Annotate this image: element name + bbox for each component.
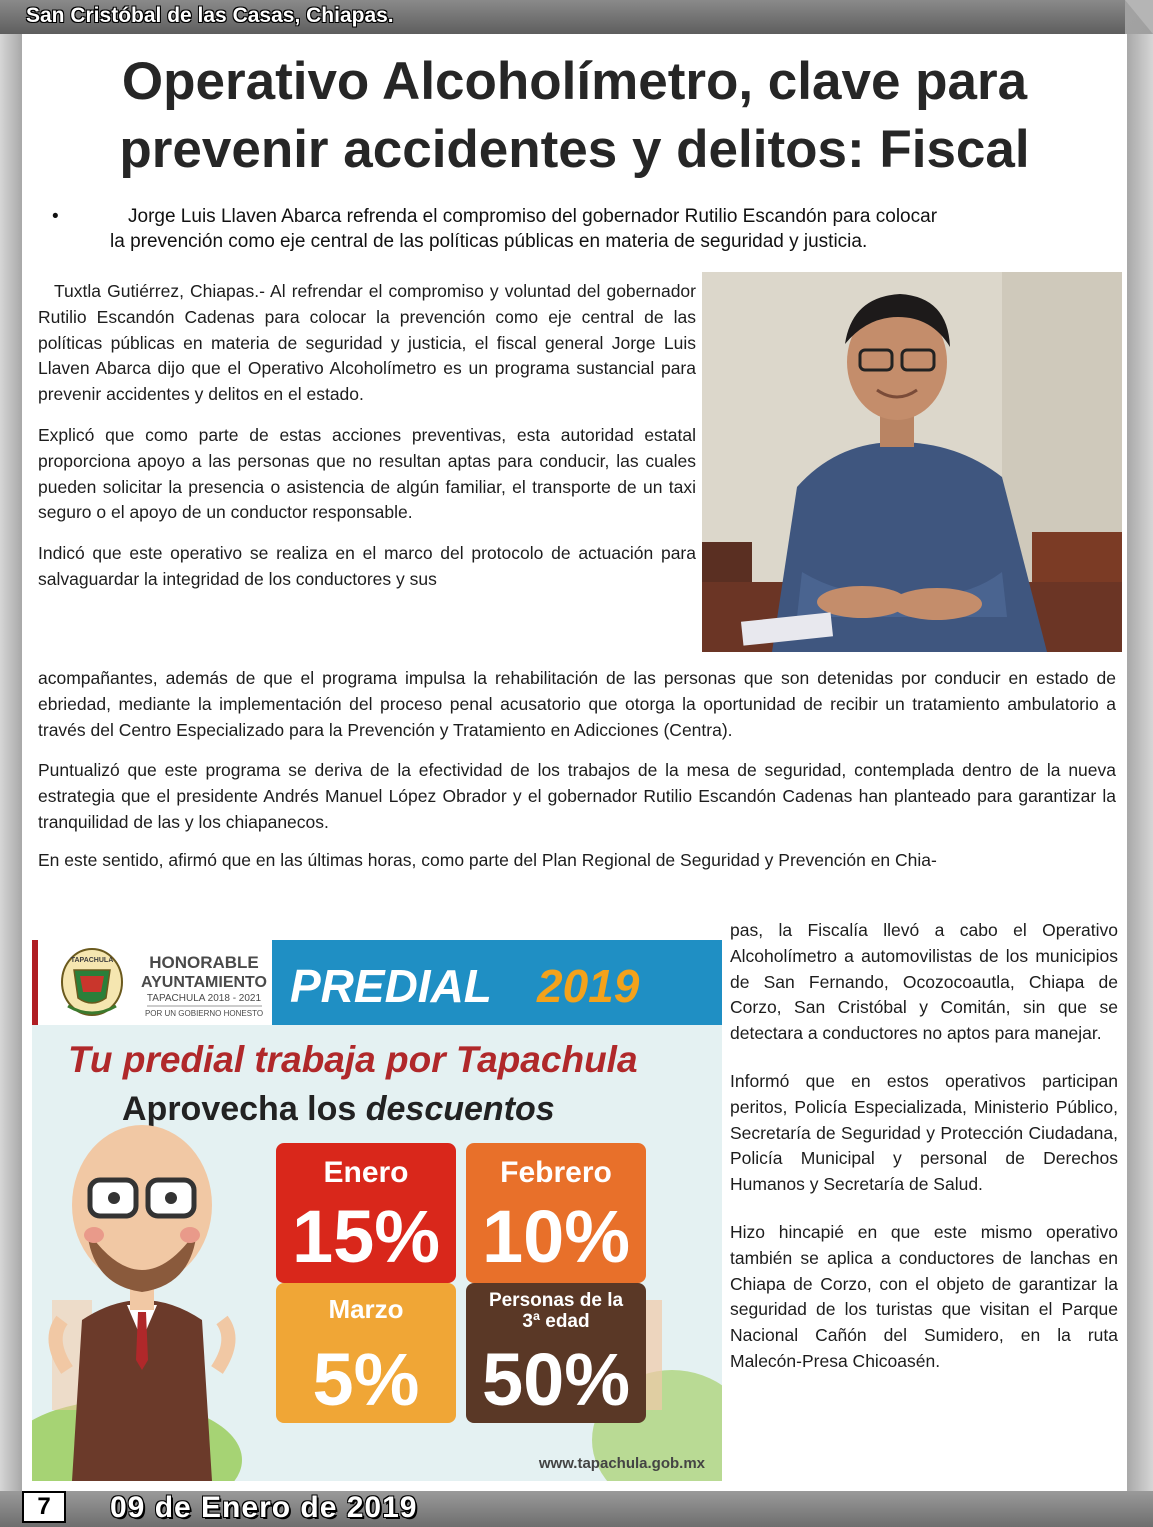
bullet-line-2: la prevención como eje central de las políticas públicas en materia de seguridad y justicia. <box>110 231 868 252</box>
bullet-line-1: Jorge Luis Llaven Abarca refrenda el compromiso del gobernador Rutilio Escandón para colocar <box>128 206 938 227</box>
edad-label-1: Personas de la <box>488 1290 624 1311</box>
bullet-text <box>110 204 1122 254</box>
page-number: 7 <box>22 1491 66 1523</box>
discount-tercera-edad <box>466 1283 646 1423</box>
marzo-label: Marzo <box>328 1294 404 1324</box>
discount-marzo <box>276 1283 456 1423</box>
article-column-full <box>38 666 1116 874</box>
right-border <box>1127 34 1153 1492</box>
predial-ad-svg <box>32 940 722 1481</box>
paragraph-2: Explicó que como parte de estas acciones preventivas, esta autoridad estatal proporciona apoyo a las personas que no resultan aptas para conducir, las cuales pueden solicitar la presencia o asistencia de algún familiar, el transporte de un taxi seguro o el apoyo de un conductor responsable. <box>38 424 696 523</box>
febrero-value: 10% <box>481 1195 631 1278</box>
title-line-2: prevenir accidentes y delitos: Fiscal <box>119 120 1030 179</box>
org-line-2: AYUNTAMIENTO <box>141 974 267 991</box>
article-column-top <box>38 279 696 593</box>
ad-subhead-a: Aprovecha los <box>122 1090 366 1128</box>
paragraph-5a: En este sentido, afirmó que en las últimas horas, como parte del Plan Regional de Seguridad y Prevención en Chia- <box>38 849 937 870</box>
enero-value: 15% <box>291 1195 441 1278</box>
ad-subhead <box>122 1090 555 1128</box>
ad-website: www.tapachula.gob.mx <box>538 1455 705 1472</box>
left-border <box>0 34 22 1492</box>
edad-value: 50% <box>481 1338 631 1421</box>
paragraph-6: Informó que en estos operativos participan peritos, Policía Especializada, Ministerio Público, Secretaría de Seguridad y Protección Ciudadana, Policía Municipal y personal de Derechos Humanos y Secretaría de Salud. <box>730 1070 1118 1195</box>
banner-year: 2019 <box>537 960 640 1012</box>
marzo-value: 5% <box>312 1338 420 1421</box>
article-column-right <box>730 918 1118 1390</box>
org-line-3: TAPACHULA 2018 - 2021 <box>146 993 262 1004</box>
ad-headline: Tu predial trabaja por Tapachula <box>68 1039 638 1080</box>
org-line-4: POR UN GOBIERNO HONESTO <box>144 1009 264 1018</box>
paragraph-7: Hizo hincapié en que este mismo operativo también se aplica a conductores de lanchas en Chiapa de Corzo, con el objeto de garantizar la seguridad de los turistas que visitan el Parque Nacional Cañón del Sumidero, en la ruta Malecón-Presa Chicoasén. <box>730 1221 1118 1371</box>
fiscal-photo <box>702 272 1122 652</box>
org-line-1: HONORABLE <box>149 953 259 972</box>
issue-date: 09 de Enero de 2019 <box>110 1491 418 1524</box>
article-title <box>22 48 1127 184</box>
paragraph-4: Puntualizó que este programa se deriva de la efectividad de los trabajos de la mesa de seguridad, contemplada dentro de la nueva estrategia que el presidente Andrés Manuel López Obrador y el gobernador Rutilio Escandón Cadenas han planteado para garantizar la tranquilidad de las y los chiapanecos. <box>38 760 1116 832</box>
edad-label-2: 3ª edad <box>522 1311 590 1332</box>
predial-advertisement[interactable] <box>32 940 722 1481</box>
summary-bullet <box>52 204 1122 254</box>
banner-word: PREDIAL <box>290 960 492 1012</box>
fiscal-photo-svg <box>702 272 1122 652</box>
discount-enero <box>276 1143 456 1283</box>
enero-label: Enero <box>323 1156 409 1189</box>
paragraph-3a: Indicó que este operativo se realiza en el marco del protocolo de actuación para salvaguardar la integridad de los conductores y sus <box>38 543 696 589</box>
location-header: San Cristóbal de las Casas, Chiapas. <box>26 4 394 27</box>
febrero-label: Febrero <box>500 1156 612 1189</box>
paragraph-3b: acompañantes, además de que el programa impulsa la rehabilitación de las personas que son detenidas por conducir en estado de ebriedad, mediante la implementación del proceso penal acusatorio que otorga la oportunidad de recibir un tratamiento ambulatorio a través del Centro Especializado para la Prevención y Tratamiento en Adicciones (Centra). <box>38 668 1116 740</box>
title-line-1: Operativo Alcoholímetro, clave para <box>121 52 1028 111</box>
paragraph-5b: pas, la Fiscalía llevó a cabo el Operativo Alcoholímetro a automovilistas de los municipios de San Fernando, Ocozocoautla, Chiapa de Corzo, San Cristóbal y Comitán, sin que se detectara a conductores no aptos para manejar. <box>730 920 1118 1044</box>
seal-text: TAPACHULA <box>70 957 114 964</box>
paragraph-1: Tuxtla Gutiérrez, Chiapas.- Al refrendar el compromiso y voluntad del gobernador Rutilio Escandón Cadenas para colocar la prevención como eje central de las políticas públicas en materia de seguridad y justicia, el fiscal general Jorge Luis Llaven Abarca dijo que el Operativo Alcoholímetro es un programa sustancial para prevenir accidentes y delitos en el estado. <box>38 281 696 405</box>
top-corner <box>1125 0 1153 34</box>
page-content <box>22 34 1127 1491</box>
ad-subhead-b: descuentos <box>365 1090 555 1128</box>
bullet-dot: • <box>52 206 59 227</box>
tapachula-seal-icon <box>62 949 122 1015</box>
discount-febrero <box>466 1143 646 1283</box>
